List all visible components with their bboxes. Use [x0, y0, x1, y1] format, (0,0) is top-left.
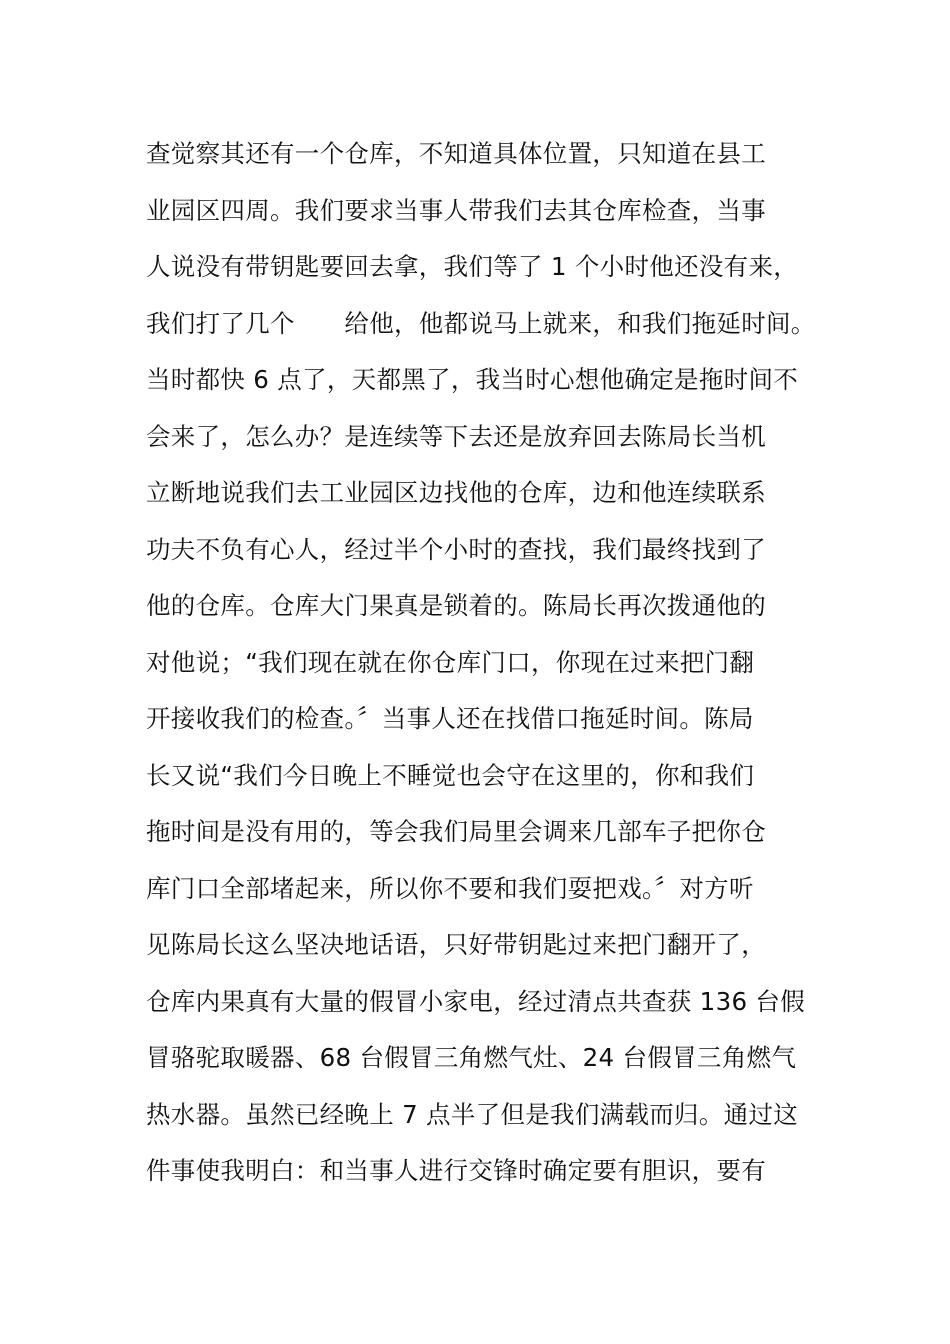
text-line-1: 查觉察其还有一个仓库，不知道具体位置，只知道在县工 — [146, 139, 766, 168]
text-line-18: 热水器。虽然已经晚上 7 点半了但是我们满载而归。通过这 — [146, 1099, 799, 1129]
text-line-5: 当时都快 6 点了，天都黑了，我当时心想他确定是拖时间不 — [146, 365, 799, 394]
text-line-8: 功夫不负有心人，经过半个小时的查找，我们最终找到了 — [146, 534, 766, 564]
text-line-3: 人说没有带钥匙要回去拿，我们等了 1 个小时他还没有来， — [146, 252, 799, 281]
text-line-9: 他的仓库。仓库大门果真是锁着的。陈局长再次拨通他的 — [146, 591, 766, 620]
text-line-17: 冒骆驼取暖器、68 台假冒三角燃气灶、24 台假冒三角燃气 — [146, 1043, 797, 1072]
text-line-14: 库门口全部堵起来，所以你不要和我们耍把戏。〞对方听 — [146, 873, 754, 903]
body-text — [146, 130, 846, 1204]
text-line-6: 会来了，怎么办？是连续等下去还是放弃回去陈局长当机 — [146, 421, 766, 451]
text-line-4: 我们打了几个 给他，他都说马上就来，和我们拖延时间。 — [146, 308, 816, 338]
text-line-10: 对他说；“我们现在就在你仓库门口，你现在过来把门翻 — [146, 647, 755, 677]
text-line-13: 拖时间是没有用的，等会我们局里会调来几部车子把你仓 — [146, 817, 766, 846]
text-line-2: 业园区四周。我们要求当事人带我们去其仓库检查，当事 — [146, 195, 766, 225]
text-line-12: 长又说“我们今日晚上不睡觉也会守在这里的，你和我们 — [146, 760, 755, 790]
text-line-7: 立断地说我们去工业园区边找他的仓库，边和他连续联系 — [146, 478, 766, 507]
text-line-16: 仓库内果真有大量的假冒小家电，经过清点共查获 136 台假 — [146, 986, 806, 1016]
text-line-11: 开接收我们的检查。〞当事人还在找借口拖延时间。陈局 — [146, 704, 754, 733]
text-line-19: 件事使我明白：和当事人进行交锋时确定要有胆识，要有 — [146, 1156, 766, 1185]
text-line-15: 见陈局长这么坚决地话语，只好带钥匙过来把门翻开了， — [146, 930, 766, 959]
